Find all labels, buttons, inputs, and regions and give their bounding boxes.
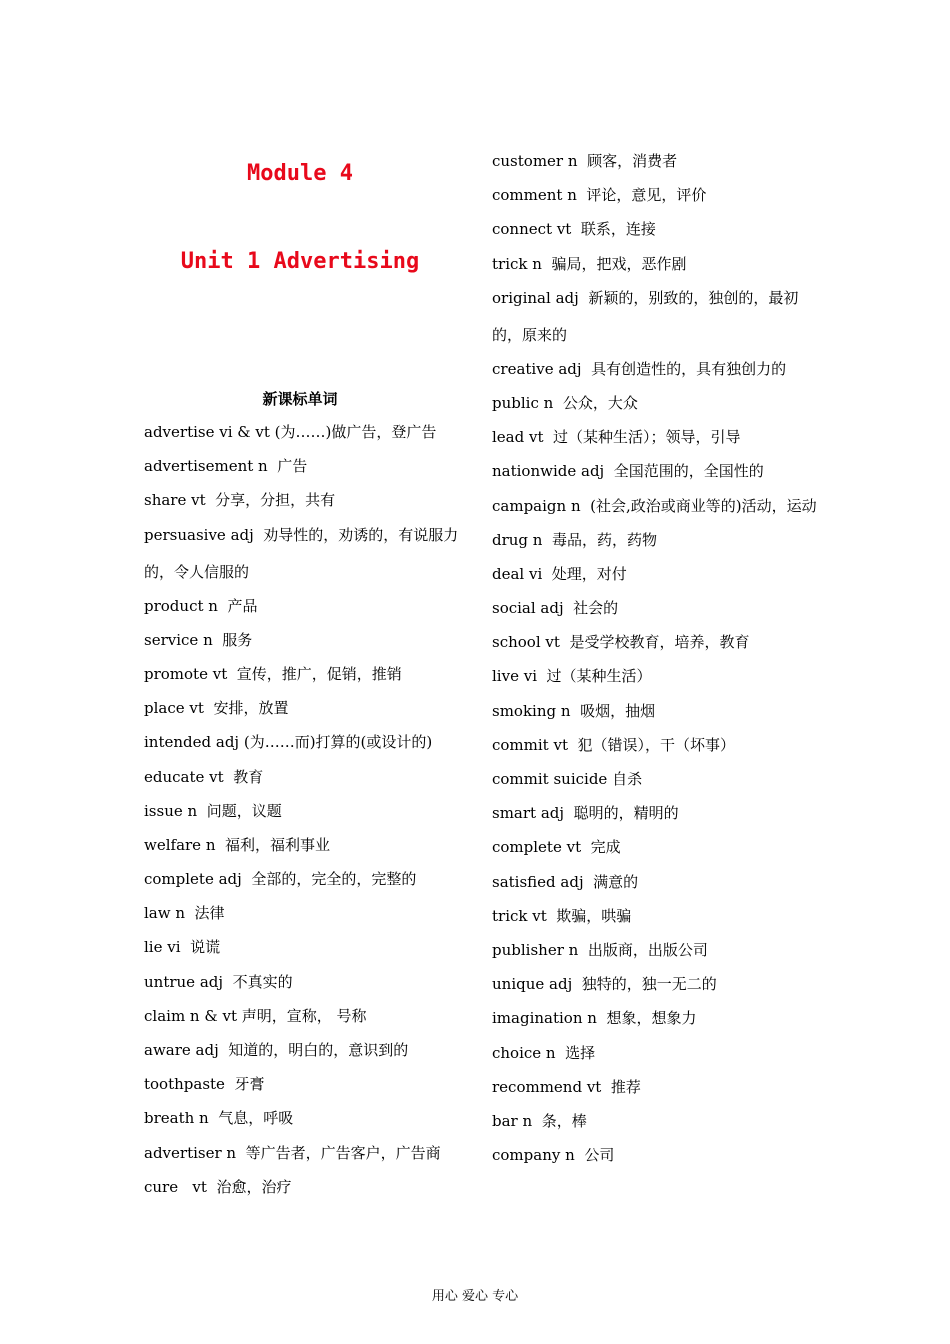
vocab-word: recommend vt — [492, 1077, 611, 1096]
vocab-word: lead vt — [492, 428, 554, 447]
vocab-entry — [492, 1109, 818, 1133]
vocab-definition: 福利，福利事业 — [225, 835, 331, 854]
vocab-definition: (社会,政治或商业等的)活动，运动 — [590, 496, 817, 515]
vocab-entry — [492, 699, 818, 723]
vocab-word: advertiser n — [144, 1143, 246, 1162]
vocab-entry — [144, 1175, 466, 1199]
vocab-word: commit vt — [492, 735, 578, 754]
vocab-word: original adj — [492, 288, 589, 307]
vocab-entry — [492, 904, 818, 928]
vocab-entry — [492, 767, 818, 791]
vocab-definition: 自杀 — [612, 770, 643, 788]
vocab-entry — [144, 628, 466, 652]
vocab-entry — [492, 562, 818, 586]
vocab-entry — [492, 149, 818, 173]
vocab-definition: 是受学校教育，培养，教育 — [569, 633, 750, 652]
vocab-word: toothpaste — [144, 1075, 235, 1094]
vocab-word: trick vt — [492, 906, 557, 925]
vocab-definition: 公司 — [584, 1146, 615, 1165]
vocab-definition: 气息，呼吸 — [218, 1109, 294, 1128]
vocab-entry — [144, 1106, 466, 1130]
vocab-definition: 劝导性的，劝诱的，有说服力的，令人信服的 — [144, 525, 459, 581]
vocab-word: untrue adj — [144, 972, 233, 991]
vocab-entry — [144, 1072, 466, 1096]
vocab-entry — [492, 494, 818, 518]
vocab-entry — [144, 833, 466, 857]
vocab-word: persuasive adj — [144, 525, 264, 544]
vocab-entry — [144, 454, 466, 478]
vocab-word: bar n — [492, 1111, 542, 1130]
vocab-word: smoking n — [492, 701, 581, 720]
vocab-word: place vt — [144, 699, 214, 718]
vocab-word: lie vi — [144, 938, 191, 957]
vocab-entry — [492, 1041, 818, 1065]
vocab-definition: 聪明的，精明的 — [573, 804, 679, 823]
vocab-definition: 完成 — [590, 838, 621, 857]
vocab-word: deal vi — [492, 564, 552, 583]
vocab-entry — [492, 630, 818, 654]
vocab-word: advertise vi & vt — [144, 423, 275, 441]
vocab-definition: 分享，分担，共有 — [215, 491, 336, 510]
vocab-definition: 出版商，出版公司 — [587, 940, 708, 959]
vocab-word: advertisement n — [144, 457, 278, 476]
vocab-definition: 治愈，治疗 — [216, 1177, 292, 1196]
vocab-word: promote vt — [144, 664, 237, 683]
vocab-word: claim n & vt — [144, 1006, 242, 1025]
vocab-entry — [492, 733, 818, 757]
vocab-definition: 犯（错误），干（坏事） — [577, 735, 736, 754]
vocab-word: nationwide adj — [492, 462, 614, 481]
vocab-entry — [492, 183, 818, 207]
vocab-definition: 说谎 — [190, 938, 221, 957]
unit-title: Unit 1 Advertising — [180, 249, 420, 274]
vocab-entry — [492, 252, 818, 276]
vocab-entry — [492, 1006, 818, 1030]
vocab-entry — [144, 1038, 466, 1062]
vocab-definition: 满意的 — [593, 872, 639, 891]
vocab-entry — [144, 765, 466, 789]
vocab-entry — [492, 596, 818, 620]
vocab-entry — [492, 664, 818, 688]
vocab-entry — [492, 801, 818, 825]
vocab-entry — [144, 696, 466, 720]
vocab-word: choice n — [492, 1043, 566, 1062]
vocab-definition: 声明，宣称， 号称 — [241, 1006, 367, 1025]
vocab-word: welfare n — [144, 835, 226, 854]
vocab-word: commit suicide — [492, 770, 613, 788]
vocab-entry — [144, 1141, 466, 1165]
vocab-definition: 过（某种生活）；领导，引导 — [553, 428, 741, 447]
vocab-word: drug n — [492, 530, 552, 549]
vocab-word: educate vt — [144, 767, 234, 786]
vocab-word: law n — [144, 904, 195, 923]
vocab-definition: 广告 — [277, 457, 308, 476]
vocab-word: live vi — [492, 667, 547, 686]
vocab-word: product n — [144, 596, 228, 615]
vocab-word: issue n — [144, 801, 207, 820]
vocab-entry — [144, 935, 466, 959]
vocab-definition: (为……)做广告，登广告 — [274, 423, 437, 441]
vocab-word: unique adj — [492, 975, 582, 994]
vocabulary-list-right — [492, 149, 818, 1177]
vocab-word: cure vt — [144, 1177, 217, 1196]
vocab-definition: 推荐 — [610, 1077, 641, 1096]
vocab-definition: 顾客，消费者 — [587, 152, 678, 170]
vocab-word: customer n — [492, 152, 588, 170]
vocab-definition: 牙膏 — [234, 1075, 265, 1094]
vocab-entry — [492, 217, 818, 241]
vocab-entry — [144, 594, 466, 618]
vocab-definition: 问题，议题 — [206, 801, 282, 820]
vocab-definition: 具有创造性的，具有独创力的 — [591, 359, 787, 378]
vocab-definition: 过（某种生活） — [546, 667, 652, 686]
vocab-entry — [492, 459, 818, 483]
vocab-word: intended adj — [144, 733, 244, 752]
vocab-entry — [144, 662, 466, 686]
vocab-definition: 宣传，推广，促销，推销 — [236, 664, 402, 683]
vocab-definition: 全国范围的，全国性的 — [613, 462, 764, 481]
vocab-definition: 社会的 — [573, 599, 619, 618]
vocab-word: comment n — [492, 186, 587, 205]
vocab-word: social adj — [492, 599, 574, 618]
vocab-definition: 独特的，独一无二的 — [581, 975, 717, 994]
vocab-definition: 等广告者，广告客户，广告商 — [245, 1143, 441, 1162]
vocab-word: smart adj — [492, 804, 574, 823]
vocab-entry — [144, 1004, 466, 1028]
vocab-definition: 评论，意见，评价 — [586, 186, 707, 205]
vocab-word: public n — [492, 393, 563, 412]
vocab-definition: 新颖的，别致的，独创的，最初的，原来的 — [492, 288, 799, 344]
vocab-entry — [144, 517, 466, 591]
vocab-definition: 知道的，明白的，意识到的 — [228, 1041, 409, 1059]
vocab-word: imagination n — [492, 1009, 607, 1028]
vocab-definition: 骗局，把戏，恶作剧 — [551, 254, 687, 273]
vocab-definition: 想象，想象力 — [606, 1009, 697, 1028]
vocab-definition: 法律 — [194, 904, 225, 923]
vocab-entry — [144, 799, 466, 823]
vocab-entry — [492, 280, 818, 354]
vocab-definition: 服务 — [222, 630, 253, 649]
vocab-definition: 产品 — [227, 596, 258, 615]
vocab-word: satisfied adj — [492, 872, 594, 891]
vocab-definition: 安排，放置 — [213, 699, 289, 718]
vocab-entry — [144, 488, 466, 512]
vocabulary-list-left — [144, 420, 466, 1209]
vocab-word: connect vt — [492, 220, 581, 239]
vocab-entry — [144, 970, 466, 994]
module-title: Module 4 — [247, 161, 353, 186]
vocab-word: trick n — [492, 254, 552, 273]
vocab-entry — [492, 391, 818, 415]
vocab-definition: 公众，大众 — [562, 393, 638, 412]
vocab-definition: 全部的，完全的，完整的 — [251, 870, 417, 889]
vocab-definition: 吸烟，抽烟 — [580, 701, 656, 720]
vocab-word: complete adj — [144, 870, 252, 889]
vocab-entry — [492, 938, 818, 962]
vocab-definition: (为……而)打算的(或设计的) — [243, 733, 433, 752]
vocab-definition: 处理，对付 — [551, 564, 627, 583]
vocab-entry — [144, 901, 466, 925]
vocab-entry — [144, 867, 466, 891]
vocab-entry — [144, 420, 466, 444]
vocab-definition: 欺骗，哄骗 — [556, 906, 632, 925]
vocab-entry — [492, 425, 818, 449]
vocab-definition: 不真实的 — [232, 972, 293, 991]
vocab-entry — [492, 835, 818, 859]
vocab-word: aware adj — [144, 1041, 229, 1059]
page-footer: 用心 爱心 专心 — [431, 1289, 519, 1304]
vocab-entry — [492, 528, 818, 552]
vocab-entry — [492, 1143, 818, 1167]
vocab-entry — [492, 357, 818, 381]
vocab-word: company n — [492, 1146, 585, 1165]
vocab-word: complete vt — [492, 838, 591, 857]
vocab-definition: 选择 — [565, 1043, 596, 1062]
vocab-word: school vt — [492, 633, 570, 652]
vocabulary-section-heading: 新课标单词 — [262, 390, 338, 408]
vocab-entry — [492, 1075, 818, 1099]
vocab-word: share vt — [144, 491, 216, 510]
vocab-definition: 联系，连接 — [580, 220, 656, 239]
vocab-word: service n — [144, 630, 223, 649]
vocab-word: publisher n — [492, 940, 588, 959]
vocab-definition: 毒品，药，药物 — [552, 530, 658, 549]
vocab-definition: 条，棒 — [541, 1111, 587, 1130]
vocab-word: campaign n — [492, 496, 591, 515]
vocab-word: creative adj — [492, 359, 592, 378]
vocab-entry — [492, 972, 818, 996]
vocab-entry — [144, 730, 466, 754]
vocab-definition: 教育 — [233, 767, 264, 786]
vocab-word: breath n — [144, 1109, 219, 1128]
vocab-entry — [492, 870, 818, 894]
